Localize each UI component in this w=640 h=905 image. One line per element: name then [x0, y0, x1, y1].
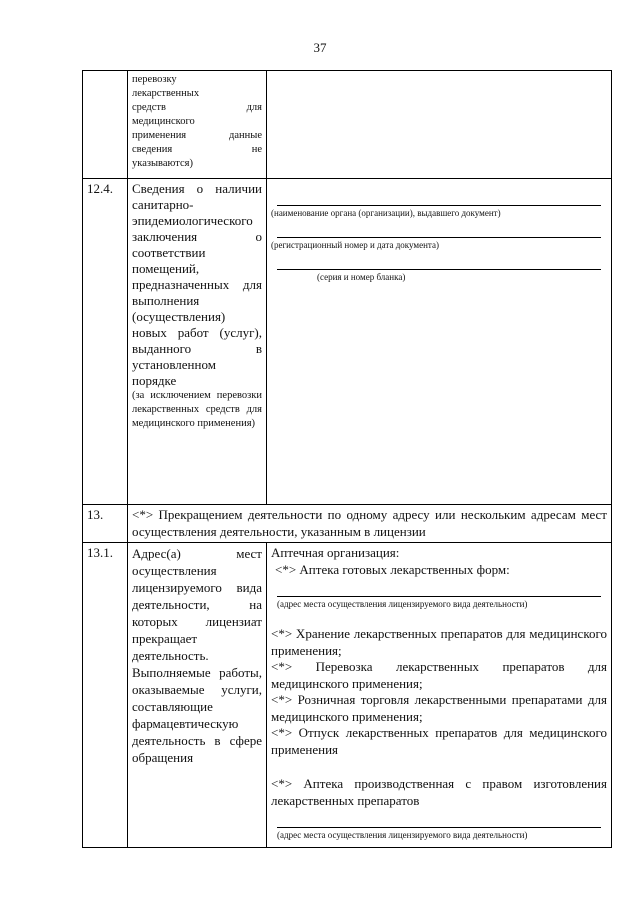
row-label-cell [128, 543, 267, 848]
row-label-cell [128, 71, 267, 179]
issuer-input-line[interactable] [277, 191, 601, 206]
storage-item: <*> Хранение лекарственных препаратов для медицинского применения; [271, 626, 607, 658]
issuer-caption: (наименование органа (организации), выдавшего документ) [271, 208, 501, 218]
address-caption: (адрес места осуществления лицензируемого вида деятельности) [277, 599, 528, 609]
application-form-table [82, 70, 612, 848]
address-input-line[interactable] [277, 582, 601, 597]
row-number: 12.4. [83, 179, 128, 505]
page-number: 37 [313, 40, 327, 55]
termination-heading: <*> Прекращением деятельности по одному адресу или нескольким адресам мест осуществления деятельности, указанным в лицензии [132, 507, 607, 539]
label-line: применения данные [132, 130, 262, 141]
label-line: указываются) [132, 158, 193, 169]
dispensing-item: <*> Отпуск лекарственных препаратов для медицинского применения [271, 725, 607, 757]
address-caption: (адрес места осуществления лицензируемого вида деятельности) [277, 830, 528, 840]
label-line: сведения не [132, 144, 262, 155]
label-line: средств для [132, 102, 262, 113]
row-value-cell [267, 179, 612, 505]
label-line: перевозку [132, 74, 177, 85]
row-value-cell [267, 543, 612, 848]
registration-caption: (регистрационный номер и дата документа) [271, 240, 439, 250]
sanitary-conclusion-label: Сведения о наличии санитарно-эпидемиологического заключения о соответствии помещений, предназначенных для выполнения (осуществления) новых работ (услуг), выданного в установленном порядке [132, 181, 262, 388]
table-row [83, 505, 612, 543]
label-line: лекарственных [132, 88, 200, 99]
form-series-caption: (серия и номер бланка) [317, 272, 406, 282]
label-line: медицинского [132, 116, 195, 127]
form-series-input-line[interactable] [277, 255, 601, 270]
production-pharmacy-item: <*> Аптека производственная с правом изготовления лекарственных препаратов [271, 776, 607, 808]
sanitary-conclusion-note: (за исключением перевозки лекарственных средств для медицинского применения) [132, 390, 262, 429]
row-text-cell [128, 505, 612, 543]
row-number: 13. [83, 505, 128, 543]
ready-forms-pharmacy-item: <*> Аптека готовых лекарственных форм: [275, 561, 510, 577]
address-input-line[interactable] [277, 813, 601, 828]
table-row [83, 71, 612, 179]
transport-item: <*> Перевозка лекарственных препаратов для медицинского применения; [271, 659, 607, 691]
org-type: Аптечная организация: [271, 545, 400, 560]
row-label-cell [128, 179, 267, 505]
row-value-cell [267, 71, 612, 179]
row-number-cell [83, 71, 128, 179]
registration-input-line[interactable] [277, 223, 601, 238]
table-row [83, 543, 612, 848]
retail-item: <*> Розничная торговля лекарственными препаратами для медицинского применения; [271, 692, 607, 724]
table-row [83, 179, 612, 505]
row-number: 13.1. [83, 543, 128, 848]
termination-address-label: Адрес(а) мест осуществления лицензируемого вида деятельности, на которых лицензиат прекращает деятельность. Выполняемые работы, оказываемые услуги, составляющие фармацевтическую деятельность в сфере обращения [132, 546, 262, 765]
